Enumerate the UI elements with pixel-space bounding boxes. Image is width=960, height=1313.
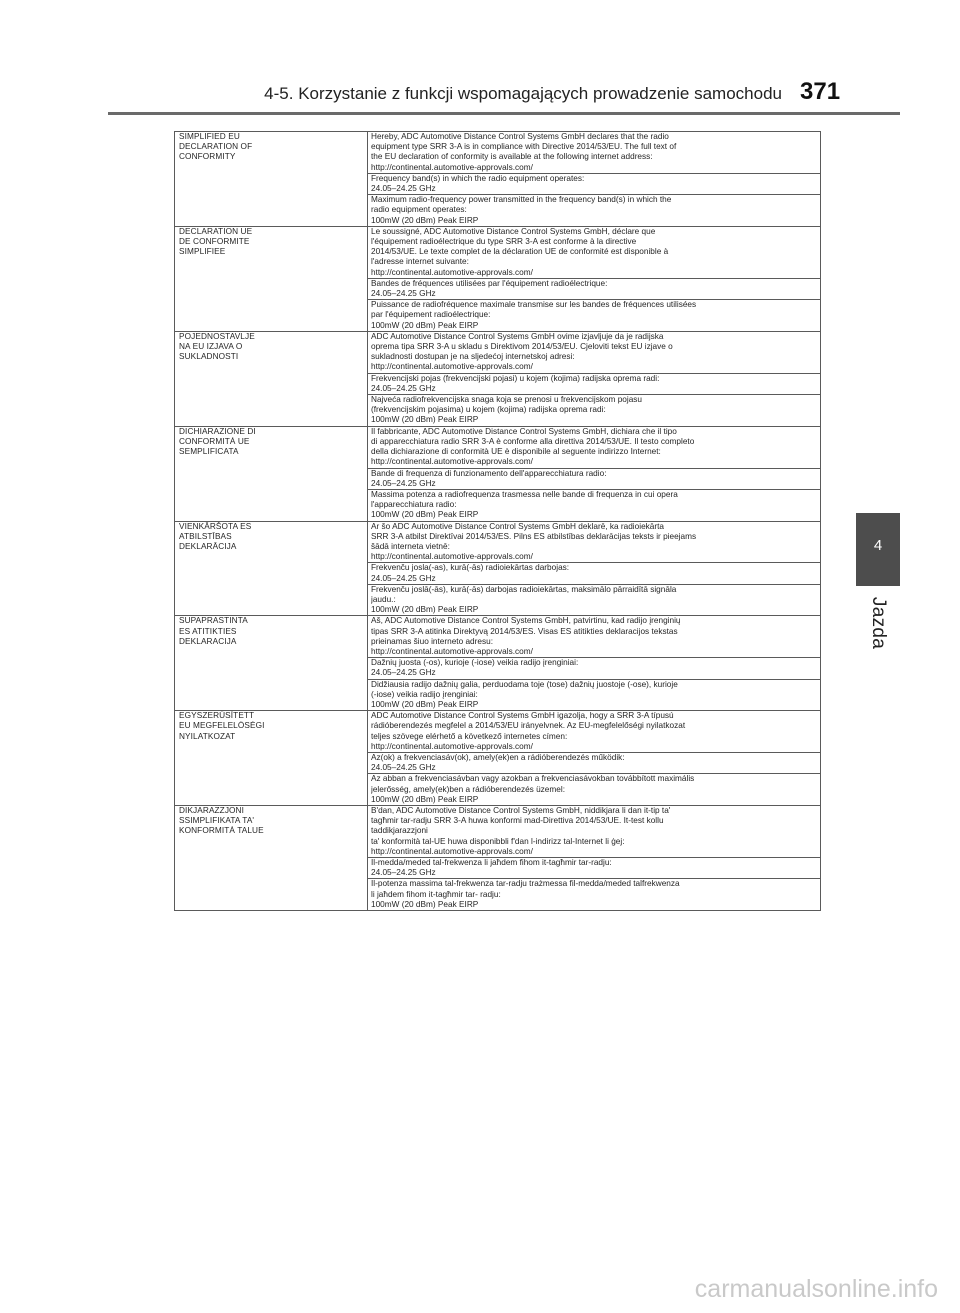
declaration-text-line: Frekvencijski pojas (frekvencijski pojasi) u kojem (kojima) radijska oprema radi:: [371, 373, 660, 383]
frequency-band-cell: [368, 752, 821, 773]
declaration-text-line: 24.05–24.25 GHz: [371, 763, 436, 773]
language-title-line: NYILATKOZAT: [179, 731, 236, 741]
declaration-text-line: Frequency band(s) in which the radio equipment operates:: [371, 173, 585, 183]
declaration-text-line: Az abban a frekvenciasávban vagy azokban a frekvenciasávokban továbbított maximális: [371, 774, 695, 784]
language-title-line: POJEDNOSTAVLJE: [179, 331, 255, 341]
declaration-statement: [368, 616, 821, 658]
declaration-text-line: ADC Automotive Distance Control Systems GmbH igazolja, hogy a SRR 3-A típusú: [371, 711, 674, 721]
declaration-text-line: ta' konformità tal-UE huwa disponibbli f'dan l-indirizz tal-Internet li ġej:: [371, 836, 625, 846]
declaration-row: [175, 426, 821, 468]
declaration-text-line: Puissance de radiofréquence maximale transmise sur les bandes de fréquences utilisées: [371, 300, 697, 310]
language-title-line: CONFORMITY: [179, 152, 236, 162]
declaration-row: [175, 806, 821, 858]
declaration-text-line: l'apparecchiatura radio:: [371, 500, 457, 510]
declaration-text-line: 24.05–24.25 GHz: [371, 668, 436, 678]
declaration-text-line: (-iose) veikia radijo įrenginiai:: [371, 689, 478, 699]
max-power-cell: [368, 679, 821, 711]
max-power-cell: [368, 195, 821, 227]
declaration-text-line: Massima potenza a radiofrequenza trasmessa nelle bande di frequenza in cui opera: [371, 489, 678, 499]
declaration-text-line: l'adresse internet suivante:: [371, 257, 469, 267]
language-title-line: DE CONFORMITE: [179, 237, 250, 247]
declaration-text-line: 100mW (20 dBm) Peak EIRP: [371, 215, 479, 225]
language-title-line: DEKLARACIJA: [179, 636, 237, 646]
declaration-row: [175, 331, 821, 373]
frequency-band-cell: [368, 278, 821, 299]
declaration-text-line: di apparecchiatura radio SRR 3-A è conforme alla direttiva 2014/53/UE. Il testo completo: [371, 436, 695, 446]
max-power-cell: [368, 774, 821, 806]
declaration-row: [175, 711, 821, 753]
declaration-text-line: the EU declaration of conformity is available at the following internet address:: [371, 152, 653, 162]
declaration-language-title: [175, 521, 368, 616]
declaration-text-line: 100mW (20 dBm) Peak EIRP: [371, 899, 479, 909]
declaration-statement: [368, 806, 821, 858]
declaration-text-line: 24.05–24.25 GHz: [371, 868, 436, 878]
declaration-language-title: [175, 426, 368, 521]
declaration-text-line: par l'équipement radioélectrique:: [371, 310, 491, 320]
frequency-band-cell: [368, 658, 821, 679]
watermark: carmanualsonline.info: [694, 1275, 938, 1303]
declaration-text-line: http://continental.automotive-approvals.com/: [371, 162, 533, 172]
declaration-text-line: Az(ok) a frekvenciasáv(ok), amely(ek)en a rádióberendezés működik:: [371, 752, 625, 762]
declaration-text-line: Ar šo ADC Automotive Distance Control Systems GmbH deklarē, ka radioiekārta: [371, 521, 664, 531]
declaration-language-title: [175, 132, 368, 227]
declaration-text-line: 24.05–24.25 GHz: [371, 184, 436, 194]
max-power-cell: [368, 879, 821, 911]
language-title-line: EU MEGFELELŐSÉGI: [179, 721, 265, 731]
language-title-line: SUKLADNOSTI: [179, 352, 239, 362]
chapter-label: [848, 592, 908, 654]
declaration-text-line: Najveća radiofrekvencijska snaga koja se prenosi u frekvencijskom pojasu: [371, 395, 643, 405]
chapter-number: 4: [873, 537, 883, 554]
declaration-language-title: [175, 331, 368, 426]
declaration-text-line: 100mW (20 dBm) Peak EIRP: [371, 794, 479, 804]
declaration-text-line: http://continental.automotive-approvals.com/: [371, 646, 533, 656]
language-title-line: ATBILSTĪBAS: [179, 531, 232, 541]
language-title-line: KONFORMITÀ TALUE: [179, 826, 264, 836]
max-power-cell: [368, 489, 821, 521]
declaration-language-title: [175, 806, 368, 911]
frequency-band-cell: [368, 173, 821, 194]
declaration-language-title: [175, 226, 368, 331]
page-number: 371: [800, 78, 841, 105]
declaration-statement: [368, 132, 821, 174]
declaration-text-line: 24.05–24.25 GHz: [371, 383, 436, 393]
frequency-band-cell: [368, 468, 821, 489]
declaration-text-line: http://continental.automotive-approvals.com/: [371, 362, 533, 372]
declaration-text-line: B'dan, ADC Automotive Distance Control Systems GmbH, niddikjara li dan it-tip ta': [371, 806, 671, 815]
declaration-text-line: Dažnių juosta (-os), kurioje (-iose) veikia radijo įrenginiai:: [371, 658, 579, 668]
declaration-text-line: Le soussigné, ADC Automotive Distance Control Systems GmbH, déclare que: [371, 226, 656, 236]
declaration-text-line: http://continental.automotive-approvals.com/: [371, 846, 533, 856]
declaration-statement: [368, 331, 821, 373]
declaration-text-line: Hereby, ADC Automotive Distance Control Systems GmbH declares that the radio: [371, 132, 669, 141]
declaration-text-line: taddikjarazzjoni: [371, 826, 428, 836]
declarations-table-body: [175, 132, 821, 911]
declaration-text-line: Frekvenču josla(-as), kurā(-ās) radioiekārtas darbojas:: [371, 563, 570, 573]
declaration-text-line: equipment type SRR 3-A is in compliance with Directive 2014/53/EU. The full text of: [371, 142, 677, 152]
declaration-text-line: Il-medda/meded tal-frekwenza li jaħdem fihom it-tagħmir tar-radju:: [371, 858, 612, 868]
declaration-text-line: tagħmir tar-radju SRR 3-A huwa konformi mad-Direttiva 2014/53/UE. It-test kollu: [371, 816, 664, 826]
declaration-statement: [368, 711, 821, 753]
declaration-text-line: http://continental.automotive-approvals.com/: [371, 741, 533, 751]
declaration-text-line: prieinamas šiuo interneto adresu:: [371, 636, 493, 646]
declaration-language-title: [175, 616, 368, 711]
header-divider: [108, 112, 900, 115]
language-title-line: SIMPLIFIEE: [179, 247, 226, 257]
frequency-band-cell: [368, 858, 821, 879]
language-title-line: NA EU IZJAVA O: [179, 342, 243, 352]
declaration-language-title: [175, 711, 368, 806]
section-title: 4-5. Korzystanie z funkcji wspomagających prowadzenie samochodu: [264, 84, 782, 103]
declaration-text-line: 100mW (20 dBm) Peak EIRP: [371, 510, 479, 520]
declaration-text-line: Bandes de fréquences utilisées par l'équipement radioélectrique:: [371, 278, 608, 288]
declaration-row: [175, 226, 821, 278]
declaration-text-line: http://continental.automotive-approvals.com/: [371, 267, 533, 277]
declaration-statement: [368, 426, 821, 468]
declaration-text-line: Maximum radio-frequency power transmitted in the frequency band(s) in which the: [371, 195, 672, 205]
language-title-line: DECLARATION UE: [179, 226, 253, 236]
declaration-text-line: http://continental.automotive-approvals.com/: [371, 457, 533, 467]
declaration-text-line: jaudu.:: [371, 594, 396, 604]
declaration-text-line: rádióberendezés megfelel a 2014/53/EU irányelvnek. Az EU-megfelelőségi nyilatkozat: [371, 721, 686, 731]
max-power-cell: [368, 395, 821, 427]
declaration-text-line: Frekvenču joslā(-ās), kurā(-ās) darbojas radioiekārtas, maksimālo pārraidītā signāla: [371, 584, 677, 594]
declaration-text-line: 24.05–24.25 GHz: [371, 573, 436, 583]
declaration-text-line: Bande di frequenza di funzionamento dell'apparecchiatura radio:: [371, 468, 607, 478]
language-title-line: DICHIARAZIONE DI: [179, 426, 256, 436]
declaration-text-line: 100mW (20 dBm) Peak EIRP: [371, 605, 479, 615]
max-power-cell: [368, 584, 821, 616]
declaration-text-line: ADC Automotive Distance Control Systems GmbH ovime izjavljuje da je radijska: [371, 331, 664, 341]
declaration-text-line: šādā interneta vietnē:: [371, 541, 450, 551]
declaration-text-line: teljes szövege elérhető a következő internetes címen:: [371, 731, 568, 741]
declaration-statement: [368, 226, 821, 278]
declaration-text-line: (frekvencijskim pojasima) u kojem (kojima) radijska oprema radi:: [371, 405, 606, 415]
declaration-text-line: 2014/53/UE. Le texte complet de la déclaration UE de conformité est disponible à: [371, 247, 669, 257]
declaration-text-line: sukladnosti dostupan je na sljedećoj internetskoj adresi:: [371, 352, 575, 362]
language-title-line: VIENKĀRŠOTA ES: [179, 521, 252, 531]
declaration-text-line: 100mW (20 dBm) Peak EIRP: [371, 415, 479, 425]
declaration-text-line: tipas SRR 3-A atitinka Direktyvą 2014/53/ES. Visas ES atitikties deklaracijos tekstas: [371, 626, 678, 636]
language-title-line: DEKLARĀCIJA: [179, 541, 237, 551]
chapter-tab: [856, 513, 900, 586]
page-header: [0, 0, 960, 115]
declaration-text-line: radio equipment operates:: [371, 205, 467, 215]
declaration-row: [175, 616, 821, 658]
declaration-text-line: Il fabbricante, ADC Automotive Distance Control Systems GmbH, dichiara che il tipo: [371, 426, 677, 436]
declaration-text-line: l'équipement radioélectrique du type SRR 3-A est conforme à la directive: [371, 237, 637, 247]
language-title-line: EGYSZERŰSÍTETT: [179, 711, 255, 721]
declaration-text-line: li jaħdem fihom it-tagħmir tar- radju:: [371, 889, 501, 899]
language-title-line: SEMPLIFICATA: [179, 447, 239, 457]
declarations-table: [174, 131, 821, 911]
language-title-line: SUPAPRASTINTA: [179, 616, 248, 626]
declaration-text-line: http://continental.automotive-approvals.com/: [371, 552, 533, 562]
chapter-label-text: Jazda: [867, 596, 889, 650]
declaration-text-line: Didžiausia radijo dažnių galia, perduodama toje (tose) dažnių juostoje (-ose), kurioje: [371, 679, 678, 689]
language-title-line: DIKJARAZZJONI: [179, 806, 245, 815]
declaration-row: [175, 132, 821, 174]
language-title-line: CONFORMITÀ UE: [179, 436, 250, 446]
language-title-line: SIMPLIFIED EU: [179, 132, 240, 141]
max-power-cell: [368, 300, 821, 332]
frequency-band-cell: [368, 373, 821, 394]
language-title-line: DECLARATION OF: [179, 142, 253, 152]
declaration-text-line: 24.05–24.25 GHz: [371, 478, 436, 488]
declaration-text-line: oprema tipa SRR 3-A u skladu s Direktivom 2014/53/EU. Cjeloviti tekst EU izjave o: [371, 342, 673, 352]
declaration-text-line: Il-potenza massima tal-frekwenza tar-radju trażmessa fil-medda/meded talfrekwenza: [371, 879, 680, 889]
declaration-text-line: jelerősség, amely(ek)ben a rádióberendezés üzemel:: [371, 784, 565, 794]
language-title-line: SSIMPLIFIKATA TA': [179, 816, 255, 826]
frequency-band-cell: [368, 563, 821, 584]
declaration-text-line: 24.05–24.25 GHz: [371, 289, 436, 299]
declaration-statement: [368, 521, 821, 563]
declaration-text-line: Aš, ADC Automotive Distance Control Systems GmbH, patvirtinu, kad radijo įrenginių: [371, 616, 681, 626]
language-title-line: ES ATITIKTIES: [179, 626, 237, 636]
declaration-text-line: della dichiarazione di conformità UE è disponibile al seguente indirizzo Internet:: [371, 447, 661, 457]
declaration-text-line: 100mW (20 dBm) Peak EIRP: [371, 699, 479, 709]
declaration-row: [175, 521, 821, 563]
declaration-text-line: SRR 3-A atbilst Direktīvai 2014/53/ES. Pilns ES atbilstības deklarācijas teksts ir pieejams: [371, 531, 697, 541]
declaration-text-line: 100mW (20 dBm) Peak EIRP: [371, 320, 479, 330]
